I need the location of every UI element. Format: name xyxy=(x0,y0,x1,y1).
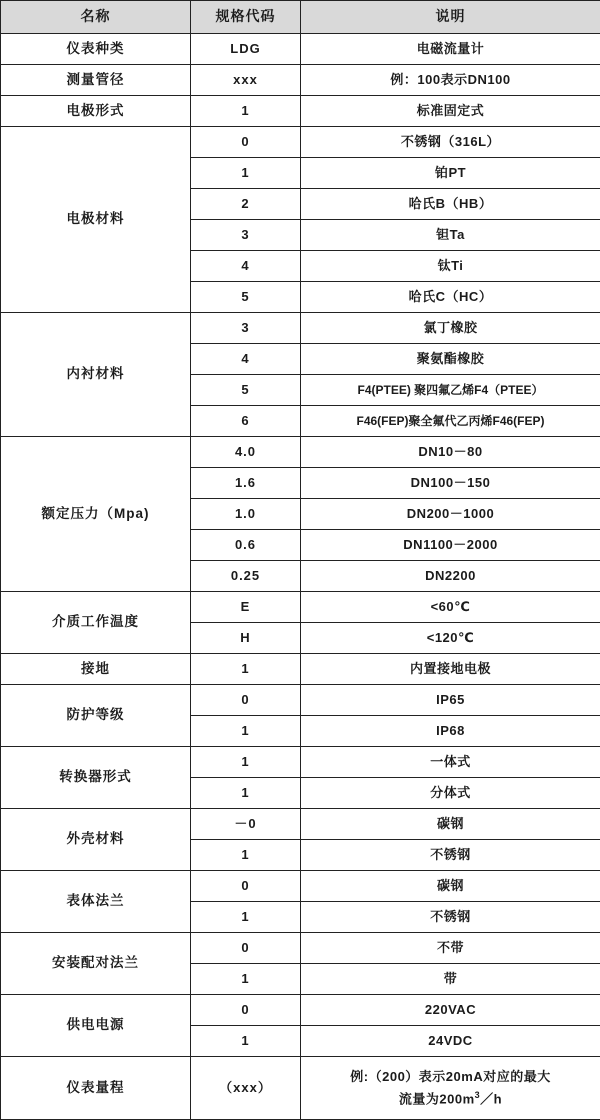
header-desc: 说明 xyxy=(301,1,600,34)
spec-code: 1 xyxy=(191,716,301,747)
table-row xyxy=(1,127,600,158)
spec-code: 3 xyxy=(191,313,301,344)
row-name: 介质工作温度 xyxy=(1,592,191,654)
spec-description: DN2200 xyxy=(301,561,600,592)
spec-description xyxy=(301,1057,600,1120)
spec-code: 3 xyxy=(191,220,301,251)
spec-description: 哈氏B（HB） xyxy=(301,189,600,220)
table-row xyxy=(1,809,600,840)
table-row xyxy=(1,313,600,344)
description-line-2 xyxy=(307,1088,594,1110)
spec-description: 一体式 xyxy=(301,747,600,778)
spec-code: 1 xyxy=(191,96,301,127)
spec-description: <60℃ xyxy=(301,592,600,623)
spec-code: 0.6 xyxy=(191,530,301,561)
spec-code: 0.25 xyxy=(191,561,301,592)
spec-code: 4.0 xyxy=(191,437,301,468)
spec-code: H xyxy=(191,623,301,654)
spec-code: 1 xyxy=(191,964,301,995)
spec-code: 5 xyxy=(191,375,301,406)
spec-code: 1 xyxy=(191,654,301,685)
spec-code: （xxx） xyxy=(191,1057,301,1120)
spec-description: 铂PT xyxy=(301,158,600,189)
spec-code: 4 xyxy=(191,251,301,282)
header-row xyxy=(1,1,600,34)
spec-code: 0 xyxy=(191,933,301,964)
table-row xyxy=(1,933,600,964)
spec-description: 例：100表示DN100 xyxy=(301,65,600,96)
spec-description: DN100－150 xyxy=(301,468,600,499)
row-name: 额定压力（Mpa) xyxy=(1,437,191,592)
spec-description: 电磁流量计 xyxy=(301,34,600,65)
row-name: 供电电源 xyxy=(1,995,191,1057)
spec-code: 1 xyxy=(191,747,301,778)
spec-code: LDG xyxy=(191,34,301,65)
row-name: 表体法兰 xyxy=(1,871,191,933)
spec-description: 不锈钢 xyxy=(301,840,600,871)
spec-description: 不带 xyxy=(301,933,600,964)
row-name: 转换器形式 xyxy=(1,747,191,809)
row-name: 电极形式 xyxy=(1,96,191,127)
spec-description: IP68 xyxy=(301,716,600,747)
row-name: 测量管径 xyxy=(1,65,191,96)
spec-description: F46(FEP)聚全氟代乙丙烯F46(FEP) xyxy=(301,406,600,437)
spec-code: 1 xyxy=(191,158,301,189)
spec-code: 4 xyxy=(191,344,301,375)
table-row xyxy=(1,65,600,96)
spec-description: 碳钢 xyxy=(301,809,600,840)
description-line-2-text: 流量为200m xyxy=(399,1091,475,1106)
row-name: 接地 xyxy=(1,654,191,685)
spec-description: <120℃ xyxy=(301,623,600,654)
spec-description: F4(PTEE) 聚四氟乙烯F4（PTEE） xyxy=(301,375,600,406)
description-superscript: 3 xyxy=(475,1090,481,1100)
table-row xyxy=(1,685,600,716)
description-line-1: 例:（200）表示20mA对应的最大 xyxy=(307,1066,594,1088)
spec-code: 1 xyxy=(191,902,301,933)
spec-description: 碳钢 xyxy=(301,871,600,902)
spec-description: 氯丁橡胶 xyxy=(301,313,600,344)
spec-description: 24VDC xyxy=(301,1026,600,1057)
spec-code: 1 xyxy=(191,840,301,871)
spec-code: 1.6 xyxy=(191,468,301,499)
spec-description: 220VAC xyxy=(301,995,600,1026)
spec-description: DN1100－2000 xyxy=(301,530,600,561)
header-code: 规格代码 xyxy=(191,1,301,34)
spec-code: 6 xyxy=(191,406,301,437)
spec-description: 钽Ta xyxy=(301,220,600,251)
row-name: 外壳材料 xyxy=(1,809,191,871)
row-name: 仪表量程 xyxy=(1,1057,191,1120)
row-name: 电极材料 xyxy=(1,127,191,313)
spec-description: 标准固定式 xyxy=(301,96,600,127)
table-body xyxy=(1,34,600,1120)
row-name: 防护等级 xyxy=(1,685,191,747)
header-name: 名称 xyxy=(1,1,191,34)
spec-code: 0 xyxy=(191,127,301,158)
spec-code: 2 xyxy=(191,189,301,220)
spec-description: 不锈钢（316L） xyxy=(301,127,600,158)
table-row xyxy=(1,871,600,902)
table-row xyxy=(1,437,600,468)
table-row xyxy=(1,747,600,778)
spec-code: xxx xyxy=(191,65,301,96)
table-row xyxy=(1,592,600,623)
spec-code: 0 xyxy=(191,685,301,716)
table-row xyxy=(1,34,600,65)
row-name: 内衬材料 xyxy=(1,313,191,437)
spec-description: 内置接地电极 xyxy=(301,654,600,685)
table-row xyxy=(1,96,600,127)
description-line-2-unit: ／h xyxy=(480,1091,502,1106)
spec-description: DN200－1000 xyxy=(301,499,600,530)
spec-description: 哈氏C（HC） xyxy=(301,282,600,313)
spec-description: 聚氨酯橡胶 xyxy=(301,344,600,375)
table-row xyxy=(1,1057,600,1120)
table-row xyxy=(1,995,600,1026)
spec-description: 钛Ti xyxy=(301,251,600,282)
spec-description: DN10－80 xyxy=(301,437,600,468)
spec-code: －0 xyxy=(191,809,301,840)
row-name: 仪表种类 xyxy=(1,34,191,65)
spec-code: 5 xyxy=(191,282,301,313)
spec-description: 分体式 xyxy=(301,778,600,809)
spec-code: 1.0 xyxy=(191,499,301,530)
spec-description: 带 xyxy=(301,964,600,995)
row-name: 安装配对法兰 xyxy=(1,933,191,995)
spec-code: 0 xyxy=(191,871,301,902)
table-row xyxy=(1,654,600,685)
spec-description: 不锈钢 xyxy=(301,902,600,933)
table-header xyxy=(1,1,600,34)
spec-code: 0 xyxy=(191,995,301,1026)
spec-code: 1 xyxy=(191,1026,301,1057)
spec-code: 1 xyxy=(191,778,301,809)
spec-description: IP65 xyxy=(301,685,600,716)
spec-code: E xyxy=(191,592,301,623)
